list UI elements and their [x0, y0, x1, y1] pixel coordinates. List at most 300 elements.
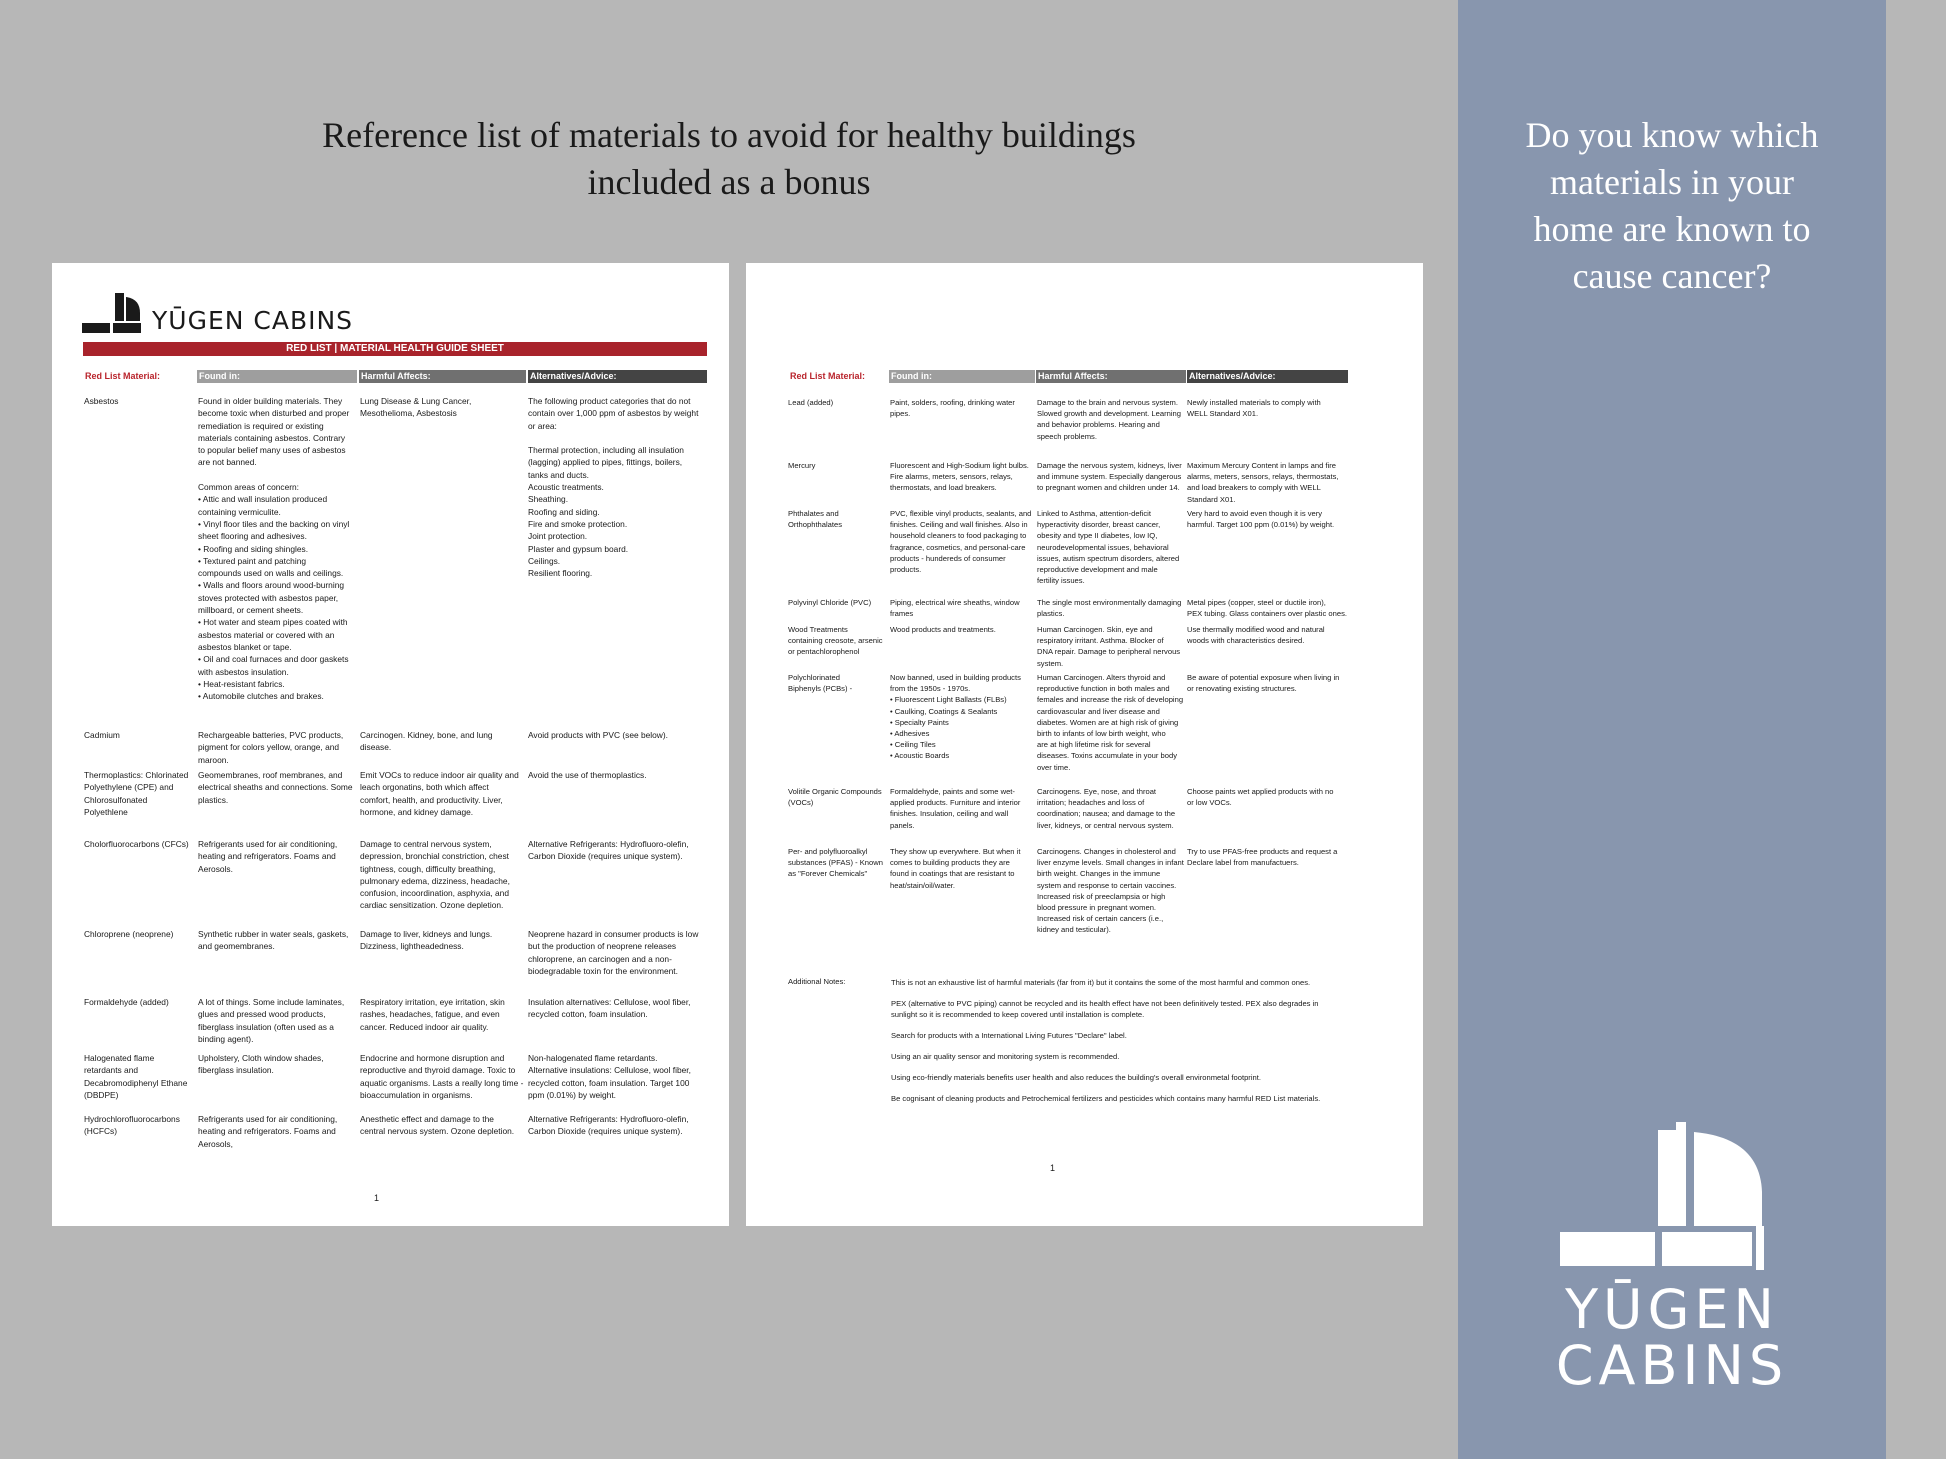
cell-line: fiberglass insulation. [198, 1065, 274, 1076]
cell-line: compounds used on walls and ceilings. [198, 568, 344, 579]
cell-line: speech problems. [1037, 431, 1097, 441]
cell-line: Alternative insulations: Cellulose, wool fiber, [528, 1065, 691, 1076]
cell-line: Newly installed materials to comply with [1187, 398, 1321, 407]
cell-line: panels. [890, 820, 915, 830]
cell-line: fiberglass insulation (often used as a [198, 1021, 334, 1032]
cell-line: Avoid the use of thermoplastics. [528, 770, 647, 780]
cell-line: The single most environmentally damaging [1037, 598, 1182, 607]
cell-line: pigment for colors yellow, orange, and [198, 742, 340, 753]
cell-line: asbestos material or covered with an [198, 629, 335, 640]
cell-line: Damage to the brain and nervous system. [1037, 398, 1178, 407]
cell-line: Roofing and siding. [528, 506, 600, 517]
cell-line: Orthophthalates [788, 520, 843, 530]
header-found-in: Found in: [889, 370, 1035, 383]
cell-harmful [1037, 846, 1184, 936]
cell-harmful [1037, 460, 1182, 494]
cell-line: plastics. [198, 794, 229, 805]
cell-found-in [198, 1113, 337, 1150]
cell-line: tightness, cough, difficulty breathing, [360, 863, 496, 874]
cell-line: irritation; headaches and loss of [1037, 798, 1145, 808]
cell-line: heating and refrigerators. Foams and [198, 851, 336, 862]
cell-line: Alternative Refrigerants: Hydrofluoro-olefin, [528, 839, 689, 849]
cell-harmful [360, 996, 505, 1033]
cell-line: finishes. Insulation, ceiling and wall [890, 809, 1009, 819]
cell-line: Choose paints wet applied products with no [1187, 787, 1334, 796]
cell-harmful [1037, 672, 1183, 773]
cell-line: • Roofing and siding shingles. [198, 543, 309, 554]
cell-line: Maximum Mercury Content in lamps and fire [1187, 461, 1336, 470]
cell-line: Per- and polyfluoroalkyl [788, 847, 868, 856]
cell-found-in [890, 846, 1020, 891]
cell-line: • Oil and coal furnaces and door gaskets [198, 654, 349, 665]
header-alternatives: Alternatives/Advice: [528, 370, 707, 383]
cell-line: become toxic when disturbed and proper [198, 408, 350, 419]
cell-line: tanks and ducts. [528, 469, 589, 480]
cell-material [788, 624, 883, 658]
cell-line: comfort, health, and productivity. Liver, [360, 794, 503, 805]
cell-material [84, 928, 173, 940]
cell-line: plastics. [1037, 609, 1065, 619]
cell-line: liver enzyme levels. Small changes in infant [1037, 858, 1184, 868]
cell-harmful [1037, 786, 1175, 831]
cell-line: Fire alarms, meters, sensors, relays, [890, 472, 1013, 482]
cell-line: neurodevelopmental issues, behavioral [1037, 542, 1169, 552]
cell-alternatives [1187, 846, 1337, 868]
cell-line: Polychlorinated [788, 673, 840, 682]
cell-material [84, 996, 169, 1008]
cell-line: from the 1950s - 1970s. [890, 684, 971, 694]
cell-line: Joint protection. [528, 531, 588, 542]
cell-alternatives [528, 769, 647, 781]
question-line: Do you know which [1525, 115, 1819, 155]
cell-line: chloroprene, an carcinogen and a non- [528, 953, 672, 964]
cell-harmful [360, 395, 471, 420]
yugen-logo-icon [82, 289, 142, 335]
cell-line: Cadmium [84, 730, 120, 740]
cell-line: • Hot water and steam pipes coated with [198, 617, 348, 628]
cell-line: Asbestos [84, 396, 119, 406]
cell-alternatives [528, 1113, 689, 1138]
cell-line: Damage to liver, kidneys and lungs. [360, 929, 493, 939]
cell-line: cardiac sensitization. Ozone depletion. [360, 900, 504, 911]
cell-line: hyperactivity disorder, breast cancer, [1037, 520, 1161, 530]
cell-found-in [890, 672, 1021, 762]
brand-line-1: YŪGEN [1565, 1278, 1779, 1341]
cell-line: Now banned, used in building products [890, 673, 1021, 682]
cell-line: pulmonary edema, dizziness, headache, [360, 875, 510, 886]
cell-line: Alternative Refrigerants: Hydrofluoro-olefin, [528, 1114, 689, 1124]
cell-line: Carbon Dioxide (requires unique system). [528, 851, 683, 862]
cell-line: Aerosols, [198, 1138, 233, 1149]
cell-line: They show up everywhere. But when it [890, 847, 1021, 856]
cell-line: blood pressure in pregnant women. [1037, 903, 1157, 913]
cell-line: applied products. Furniture and interior [890, 798, 1021, 808]
cell-line: contain over 1,000 ppm of asbestos by weight [528, 408, 699, 419]
cell-line: Mesothelioma, Asbestosis [360, 408, 457, 419]
cell-line: and geomembranes. [198, 941, 275, 952]
cell-line: A lot of things. Some include laminates, [198, 997, 345, 1007]
question-line: cause cancer? [1572, 256, 1772, 296]
cell-line: fragrance, cosmetics, and personal-care [890, 542, 1026, 552]
cell-found-in [198, 996, 344, 1045]
cell-line: bioaccumulation in organisms. [360, 1089, 473, 1100]
brand-line-2: CABINS [1555, 1334, 1789, 1397]
cell-line: WELL Standard X01. [1187, 409, 1259, 419]
cell-line: PVC, flexible vinyl products, sealants, and [890, 509, 1032, 518]
cell-line: Upholstery, Cloth window shades, [198, 1053, 324, 1063]
cell-line: heating and refrigerators. Foams and [198, 1126, 336, 1137]
cell-line: • Specialty Paints [890, 717, 949, 727]
cell-harmful [360, 838, 510, 912]
cell-line [528, 432, 698, 444]
cell-line: and immune system. Especially dangerous [1037, 472, 1182, 482]
cell-line: Ceilings. [528, 555, 561, 566]
cell-line: recycled cotton, foam insulation. [528, 1009, 648, 1020]
cell-line: Halogenated flame [84, 1053, 155, 1063]
cell-line: are not banned. [198, 457, 257, 468]
cell-line: issues, autism spectrum disorders, altered [1037, 553, 1180, 563]
cell-found-in [890, 597, 1020, 619]
cell-line: kidney and testicular). [1037, 925, 1111, 935]
cell-line: Sheathing. [528, 494, 569, 505]
side-question [1458, 112, 1886, 300]
cell-line: Lung Disease & Lung Cancer, [360, 396, 472, 406]
cell-line: Carcinogen. Kidney, bone, and lung [360, 730, 493, 740]
cell-line: but the production of neoprene releases [528, 941, 677, 952]
cell-line: or pentachlorophenol [788, 647, 860, 657]
cell-line: • Heat-resistant fabrics. [198, 678, 285, 689]
cell-line: Non-halogenated flame retardants. [528, 1053, 658, 1063]
cell-line: heat/stain/oil/water. [890, 880, 956, 890]
cell-harmful [1037, 397, 1181, 442]
cell-line: substances (PFAS) - Known [788, 858, 883, 868]
note-item [891, 998, 1320, 1020]
cell-harmful [360, 1113, 514, 1138]
cell-line: frames [890, 609, 914, 619]
cell-line: Mercury [788, 461, 816, 470]
cell-line: • Automobile clutches and brakes. [198, 691, 324, 702]
document-brand: YŪGEN CABINS [152, 306, 354, 335]
cell-material [788, 397, 833, 408]
cell-line: Insulation alternatives: Cellulose, wool fiber, [528, 997, 691, 1007]
cell-line: stoves protected with asbestos paper, [198, 592, 339, 603]
cell-line: Paint, solders, roofing, drinking water [890, 398, 1015, 407]
cell-line: • Textured paint and patching [198, 555, 307, 566]
cell-line: products - hundereds of consumer [890, 553, 1006, 563]
notes-label: Additional Notes: [788, 977, 846, 986]
cell-line: Refrigerants used for air conditioning, [198, 1114, 338, 1124]
cell-line: Chlorosulfonated [84, 794, 148, 805]
cell-line: Respiratory irritation, eye irritation, skin [360, 997, 505, 1007]
cell-line: Carcinogens. Eye, nose, and throat [1037, 787, 1157, 796]
document-page-1 [52, 263, 729, 1226]
cell-line: alarms, meters, sensors, relays, thermostats, [1187, 472, 1339, 482]
cell-line: Slowed growth and development. Learning [1037, 409, 1181, 419]
cell-alternatives [1187, 672, 1339, 694]
cell-line: Increased risk of preeclampsia or high [1037, 891, 1166, 901]
cell-harmful [360, 769, 519, 818]
cell-material [788, 597, 871, 608]
note-line: Using eco-friendly materials benefits user health and also reduces the building's overall environmetal footprint. [891, 1073, 1261, 1082]
cell-material [788, 508, 842, 530]
cell-line: DNA repair. Damage to peripheral nervous [1037, 647, 1181, 657]
cell-line: • Ceiling Tiles [890, 740, 936, 750]
question-line: materials in your [1550, 162, 1794, 202]
cell-line: woods with characteristics desired. [1187, 636, 1305, 646]
note-line: Using an air quality sensor and monitoring system is recommended. [891, 1052, 1120, 1061]
cell-material [84, 838, 189, 850]
cell-alternatives [1187, 508, 1334, 530]
note-line: PEX (alternative to PVC piping) cannot be recycled and its health effect have not been definitively tested. PEX also degrades in [891, 999, 1319, 1008]
cell-material [84, 729, 120, 741]
header-material: Red List Material: [83, 370, 195, 383]
header-material: Red List Material: [788, 370, 888, 383]
cell-line: • Adhesives [890, 729, 930, 739]
cell-line: PEX tubing. Glass containers over plastic ones. [1187, 609, 1347, 619]
cell-material [788, 460, 815, 471]
cell-line: Aerosols. [198, 863, 233, 874]
cell-line: Phthalates and [788, 509, 839, 518]
cell-line: retardants and [84, 1065, 139, 1076]
cell-line: diseases. Toxins accumulate in your body [1037, 751, 1177, 761]
cell-found-in [890, 624, 996, 635]
cell-line: Emit VOCs to reduce indoor air quality and [360, 770, 519, 780]
cell-line: Very hard to avoid even though it is very [1187, 509, 1323, 518]
cell-found-in [890, 460, 1029, 494]
cell-line: Geomembranes, roof membranes, and [198, 770, 343, 780]
yugen-cabins-logo-icon [1560, 1122, 1784, 1274]
cell-line: recycled cotton, foam insulation. Target 100 [528, 1077, 690, 1088]
cell-line: females and increase the risk of developing [1037, 695, 1184, 705]
cell-line: Polyethylene (CPE) and [84, 782, 174, 793]
cell-found-in [198, 395, 349, 702]
cell-line: cancer. Reduced indoor air quality. [360, 1021, 489, 1032]
cell-line: Be aware of potential exposure when living in [1187, 673, 1340, 682]
cell-line: millboard, or cement sheets. [198, 605, 304, 616]
cell-line: Neoprene hazard in consumer products is low [528, 929, 699, 939]
cell-line: reproductive development and male [1037, 565, 1158, 575]
cell-harmful [1037, 597, 1181, 619]
cell-line: reproductive function in both males and [1037, 684, 1170, 694]
cell-line: or renovating existing structures. [1187, 684, 1297, 694]
cell-line: pipes. [890, 409, 911, 419]
cell-line: • Fluorescent Light Ballasts (FLBs) [890, 695, 1007, 705]
cell-line: • Caulking, Coatings & Sealants [890, 706, 998, 716]
headline-line: included as a bonus [587, 162, 871, 202]
cell-line: confusion, incoordination, asphyxia, and [360, 888, 509, 899]
cell-line [198, 469, 349, 481]
cell-line: binding agent). [198, 1033, 254, 1044]
cell-found-in [198, 1052, 324, 1077]
cell-line: • Acoustic Boards [890, 751, 950, 761]
cell-line: electrical sheaths and connections. Some [198, 782, 353, 793]
cell-line: birth weight. Changes in the immune [1037, 869, 1161, 879]
cell-line: finishes. Ceiling and wall finishes. Also in [890, 520, 1028, 530]
cell-line: Anesthetic effect and damage to the [360, 1114, 494, 1124]
cell-harmful [360, 729, 493, 754]
cell-line: disease. [360, 742, 392, 753]
note-item [891, 1051, 1320, 1062]
cell-harmful [1037, 624, 1180, 669]
cell-line: Try to use PFAS-free products and request a [1187, 847, 1338, 856]
cell-line: with asbestos insulation. [198, 666, 289, 677]
cell-line: Linked to Asthma, attention-deficit [1037, 509, 1151, 518]
cell-line: The following product categories that do not [528, 396, 691, 406]
cell-line: Hydrochlorofluorocarbons [84, 1114, 180, 1124]
cell-line: or low VOCs. [1187, 798, 1232, 808]
cell-line: Volitile Organic Compounds [788, 787, 882, 796]
cell-line: ppm (0.01%) by weight. [528, 1089, 616, 1100]
cell-line: over time. [1037, 762, 1071, 772]
header-harmful: Harmful Affects: [359, 370, 526, 383]
cell-line: respiratory irritant. Asthma. Blocker of [1037, 636, 1164, 646]
guide-banner: RED LIST | MATERIAL HEALTH GUIDE SHEET [83, 342, 707, 356]
cell-line: Resilient flooring. [528, 568, 593, 579]
page-number: 1 [1050, 1163, 1056, 1173]
cell-line: fertility issues. [1037, 576, 1085, 586]
cell-material [788, 846, 883, 880]
cell-alternatives [528, 729, 668, 741]
cell-line: Lead (added) [788, 398, 834, 407]
cell-alternatives [1187, 397, 1321, 419]
header-alternatives: Alternatives/Advice: [1187, 370, 1348, 383]
cell-line: or area: [528, 420, 557, 431]
cell-line: Declare label from manufactuers. [1187, 858, 1299, 868]
cell-line: depression, bronchial constriction, chest [360, 851, 509, 862]
cell-line: Carbon Dioxide (requires unique system). [528, 1126, 683, 1137]
side-panel [1458, 0, 1886, 1459]
cell-line: Fire and smoke protection. [528, 518, 628, 529]
cell-material [84, 769, 188, 818]
note-item [891, 977, 1320, 988]
cell-line: containing vermiculite. [198, 506, 281, 517]
cell-line: obesity and type II diabetes, low IQ, [1037, 531, 1158, 541]
cell-harmful [1037, 508, 1179, 586]
document-page-2 [746, 263, 1423, 1226]
page-number: 1 [374, 1193, 380, 1203]
note-item [891, 1093, 1320, 1104]
cell-line: Formaldehyde, paints and some wet- [890, 787, 1015, 796]
cell-line: Common areas of concern: [198, 482, 300, 493]
note-item [891, 1030, 1320, 1041]
cell-line: are at high lifetime risk for several [1037, 740, 1151, 750]
cell-alternatives [1187, 624, 1325, 646]
cell-alternatives [528, 395, 698, 579]
cell-line: Synthetic rubber in water seals, gaskets, [198, 929, 349, 939]
cell-line: Biphenyls (PCBs) - [788, 684, 853, 694]
cell-line: containing creosote, arsenic [788, 636, 883, 646]
cell-line: liver, kidneys, or central nervous system. [1037, 820, 1174, 830]
cell-material [788, 672, 852, 694]
cell-line: cardiovascular and liver disease and [1037, 706, 1160, 716]
cell-line: Chloroprene (neoprene) [84, 929, 174, 939]
cell-line: leach orgonatins, both which affect [360, 782, 489, 793]
cell-found-in [198, 769, 353, 806]
cell-line: Human Carcinogen. Alters thyroid and [1037, 673, 1166, 682]
cell-line: Damage to central nervous system, [360, 839, 492, 849]
cell-alternatives [1187, 597, 1347, 619]
cell-line: reproductive and thyroid damage. Toxic to [360, 1065, 516, 1076]
cell-line: products. [890, 565, 922, 575]
cell-line: Thermal protection, including all insulation [528, 445, 684, 456]
cell-line: Endocrine and hormone disruption and [360, 1053, 505, 1063]
cell-line: Fluorescent and High-Sodium light bulbs. [890, 461, 1029, 470]
cell-line: Human Carcinogen. Skin, eye and [1037, 625, 1153, 634]
cell-found-in [890, 397, 1015, 419]
cell-line: found in coatings that are resistant to [890, 869, 1015, 879]
note-line: sunlight so it is recommended to keep covered until installation is complete. [891, 1010, 1145, 1019]
cell-line: (VOCs) [788, 798, 814, 808]
cell-line: (lagging) applied to pipes, fittings, boilers, [528, 457, 683, 468]
cell-line: • Walls and floors around wood-burning [198, 580, 345, 591]
cell-line: aquatic organisms. Lasts a really long time - [360, 1077, 524, 1088]
header-harmful: Harmful Affects: [1036, 370, 1186, 383]
cell-line: Increased risk of certain cancers (i.e., [1037, 914, 1164, 924]
cell-harmful [360, 928, 492, 953]
cell-material [84, 395, 118, 407]
cell-line: diabetes. Women are at high risk of giving [1037, 717, 1179, 727]
additional-notes [891, 977, 1320, 1114]
cell-found-in [890, 508, 1031, 575]
cell-line: to pregnant women and children under 14. [1037, 483, 1180, 493]
cell-line: Wood Treatments [788, 625, 848, 634]
cell-line: household cleaners to food packaging to [890, 531, 1027, 541]
cell-line: Damage the nervous system, kidneys, liver [1037, 461, 1182, 470]
cell-line: and behavior problems. Hearing and [1037, 420, 1160, 430]
cell-harmful [360, 1052, 523, 1101]
cell-line: materials containing asbestos. Contrary [198, 432, 346, 443]
cell-alternatives [1187, 786, 1333, 808]
cell-material [84, 1113, 180, 1138]
cell-found-in [890, 786, 1020, 831]
cell-line: Piping, electrical wire sheaths, window [890, 598, 1020, 607]
note-item [891, 1072, 1320, 1083]
cell-line: comes to building products they are [890, 858, 1010, 868]
cell-found-in [198, 838, 337, 875]
cell-alternatives [1187, 460, 1339, 505]
cell-line: Metal pipes (copper, steel or ductile iron), [1187, 598, 1326, 607]
cell-line: birth to infants of low birth weight, who [1037, 729, 1166, 739]
cell-line: Decabromodiphenyl Ethane [84, 1077, 188, 1088]
cell-line: thermostats, and load breakers. [890, 483, 997, 493]
cell-line: Plaster and gypsum board. [528, 543, 629, 554]
cell-line: Standard X01. [1187, 494, 1236, 504]
headline-line: Reference list of materials to avoid for healthy buildings [322, 115, 1136, 155]
cell-line: Cholorfluorocarbons (CFCs) [84, 839, 189, 849]
question-line: home are known to [1533, 209, 1811, 249]
cell-alternatives [528, 838, 689, 863]
cell-alternatives [528, 996, 690, 1021]
cell-line: biodegradable toxin for the environment. [528, 965, 678, 976]
cell-line: hormone, and kidney damage. [360, 806, 474, 817]
cell-line: Formaldehyde (added) [84, 997, 169, 1007]
cell-line: • Attic and wall insulation produced [198, 494, 328, 505]
cell-line: (HCFCs) [84, 1126, 118, 1137]
headline [0, 112, 1458, 206]
cell-line: • Vinyl floor tiles and the backing on vinyl [198, 518, 350, 529]
cell-line: asbestos blanket or tape. [198, 641, 292, 652]
cell-line: Dizziness, lightheadedness. [360, 941, 464, 952]
cell-line: Rechargeable batteries, PVC products, [198, 730, 344, 740]
note-line: Be cognisant of cleaning products and Petrochemical fertilizers and pesticides which contains many harmful RED List materials. [891, 1094, 1321, 1103]
cell-line: Polyvinyl Chloride (PVC) [788, 598, 872, 607]
cell-line: system. [1037, 658, 1064, 668]
cell-line: Carcinogens. Changes in cholesterol and [1037, 847, 1176, 856]
cell-line: Refrigerants used for air conditioning, [198, 839, 338, 849]
note-line: Search for products with a International Living Futures "Declare" label. [891, 1031, 1127, 1040]
cell-line: Polyethlene [84, 806, 128, 817]
cell-line: to popular belief many uses of asbestos [198, 445, 346, 456]
